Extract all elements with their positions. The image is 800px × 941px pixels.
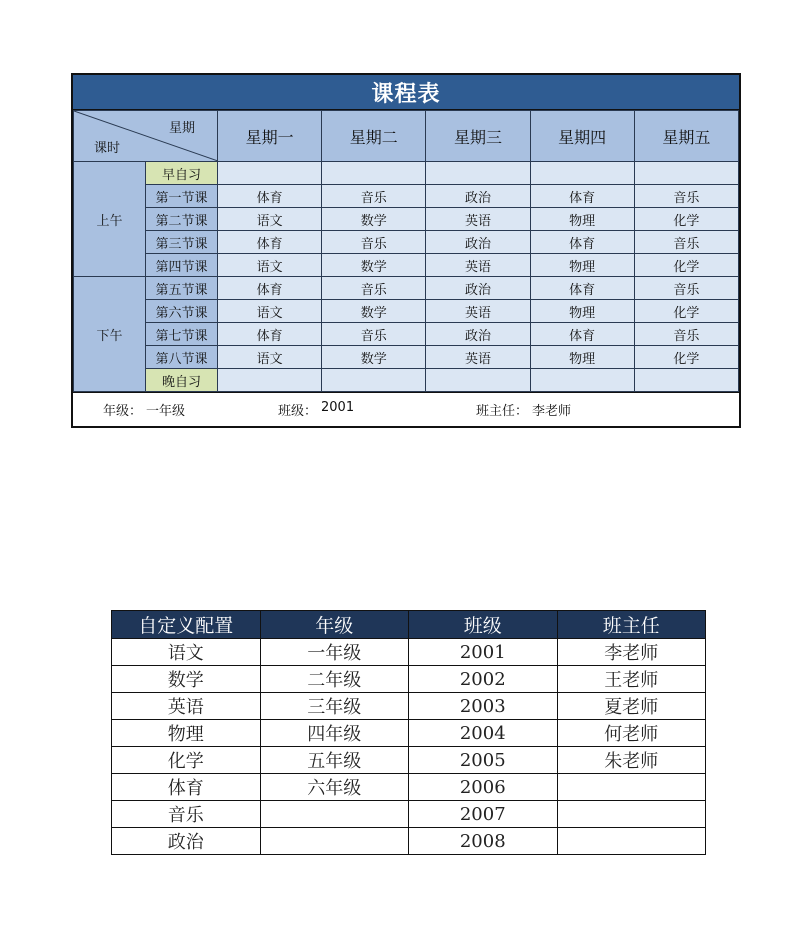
subject-cell[interactable]: 化学 xyxy=(634,254,738,277)
subject-cell[interactable]: 音乐 xyxy=(322,323,426,346)
subject-cell[interactable] xyxy=(634,162,738,185)
lesson-label: 第一节课 xyxy=(146,185,218,208)
config-cell[interactable]: 五年级 xyxy=(260,747,409,774)
config-cell[interactable]: 2005 xyxy=(409,747,558,774)
teacher-label: 班主任： xyxy=(476,404,529,419)
day-header: 星期二 xyxy=(322,111,426,162)
subject-cell[interactable] xyxy=(322,162,426,185)
subject-cell[interactable] xyxy=(218,162,322,185)
subject-cell[interactable]: 数学 xyxy=(322,254,426,277)
config-cell[interactable]: 李老师 xyxy=(557,639,706,666)
config-cell[interactable]: 朱老师 xyxy=(557,747,706,774)
subject-cell[interactable]: 数学 xyxy=(322,346,426,369)
config-cell[interactable]: 英语 xyxy=(112,693,261,720)
config-row xyxy=(112,666,706,693)
timetable-row xyxy=(74,231,739,254)
config-cell[interactable] xyxy=(260,801,409,828)
day-header: 星期五 xyxy=(634,111,738,162)
config-row xyxy=(112,774,706,801)
timetable-footer xyxy=(73,392,739,426)
timetable-header-row xyxy=(74,111,739,162)
config-header: 自定义配置 xyxy=(112,611,261,639)
config-cell[interactable]: 物理 xyxy=(112,720,261,747)
config-cell[interactable]: 语文 xyxy=(112,639,261,666)
config-cell[interactable] xyxy=(260,828,409,855)
corner-bottom-label: 课时 xyxy=(94,141,121,156)
timetable-row xyxy=(74,277,739,300)
config-cell[interactable]: 2002 xyxy=(409,666,558,693)
subject-cell[interactable] xyxy=(426,369,530,392)
subject-cell[interactable]: 语文 xyxy=(218,254,322,277)
lesson-label: 第八节课 xyxy=(146,346,218,369)
config-cell[interactable]: 王老师 xyxy=(557,666,706,693)
config-row xyxy=(112,720,706,747)
config-cell[interactable] xyxy=(557,801,706,828)
subject-cell[interactable]: 音乐 xyxy=(634,277,738,300)
subject-cell[interactable]: 英语 xyxy=(426,346,530,369)
subject-cell[interactable] xyxy=(218,369,322,392)
config-cell[interactable]: 2003 xyxy=(409,693,558,720)
subject-cell[interactable]: 政治 xyxy=(426,323,530,346)
config-cell[interactable]: 2004 xyxy=(409,720,558,747)
subject-cell[interactable]: 物理 xyxy=(530,208,634,231)
subject-cell[interactable]: 物理 xyxy=(530,346,634,369)
config-row xyxy=(112,801,706,828)
config-cell[interactable]: 2001 xyxy=(409,639,558,666)
subject-cell[interactable]: 体育 xyxy=(218,277,322,300)
subject-cell[interactable] xyxy=(426,162,530,185)
config-cell[interactable]: 二年级 xyxy=(260,666,409,693)
subject-cell[interactable]: 化学 xyxy=(634,346,738,369)
lesson-label: 第二节课 xyxy=(146,208,218,231)
period-label: 下午 xyxy=(74,277,146,392)
timetable-row xyxy=(74,369,739,392)
config-cell[interactable]: 数学 xyxy=(112,666,261,693)
subject-cell[interactable]: 体育 xyxy=(530,185,634,208)
subject-cell[interactable]: 政治 xyxy=(426,231,530,254)
config-cell[interactable]: 2006 xyxy=(409,774,558,801)
subject-cell[interactable]: 体育 xyxy=(218,185,322,208)
timetable xyxy=(71,73,741,428)
subject-cell[interactable] xyxy=(634,369,738,392)
config-header: 班级 xyxy=(409,611,558,639)
lesson-label: 晚自习 xyxy=(146,369,218,392)
class-label: 班级： xyxy=(278,404,318,419)
subject-cell[interactable]: 体育 xyxy=(218,323,322,346)
config-cell[interactable]: 四年级 xyxy=(260,720,409,747)
lesson-label: 第七节课 xyxy=(146,323,218,346)
timetable-row xyxy=(74,162,739,185)
config-row xyxy=(112,693,706,720)
subject-cell[interactable]: 音乐 xyxy=(634,323,738,346)
subject-cell[interactable]: 体育 xyxy=(530,323,634,346)
config-row xyxy=(112,639,706,666)
config-cell[interactable]: 体育 xyxy=(112,774,261,801)
config-header: 班主任 xyxy=(557,611,706,639)
lesson-label: 第六节课 xyxy=(146,300,218,323)
config-cell[interactable]: 2008 xyxy=(409,828,558,855)
lesson-label: 第三节课 xyxy=(146,231,218,254)
subject-cell[interactable]: 英语 xyxy=(426,300,530,323)
lesson-label: 第四节课 xyxy=(146,254,218,277)
config-cell[interactable]: 政治 xyxy=(112,828,261,855)
timetable-row xyxy=(74,323,739,346)
config-cell[interactable] xyxy=(557,828,706,855)
timetable-title: 课程表 xyxy=(73,75,739,110)
config-cell[interactable] xyxy=(557,774,706,801)
corner-cell xyxy=(74,111,218,162)
day-header: 星期三 xyxy=(426,111,530,162)
subject-cell[interactable]: 语文 xyxy=(218,346,322,369)
subject-cell[interactable] xyxy=(530,369,634,392)
lesson-label: 早自习 xyxy=(146,162,218,185)
timetable-grid xyxy=(73,110,739,392)
subject-cell[interactable]: 物理 xyxy=(530,254,634,277)
teacher-value: 李老师 xyxy=(532,404,572,419)
config-cell[interactable]: 三年级 xyxy=(260,693,409,720)
timetable-row xyxy=(74,300,739,323)
subject-cell[interactable]: 音乐 xyxy=(634,185,738,208)
config-header: 年级 xyxy=(260,611,409,639)
subject-cell[interactable] xyxy=(322,369,426,392)
subject-cell[interactable]: 音乐 xyxy=(322,185,426,208)
subject-cell[interactable]: 物理 xyxy=(530,300,634,323)
day-header: 星期四 xyxy=(530,111,634,162)
subject-cell[interactable]: 政治 xyxy=(426,185,530,208)
timetable-row xyxy=(74,346,739,369)
subject-cell[interactable]: 体育 xyxy=(218,231,322,254)
timetable-row xyxy=(74,254,739,277)
config-cell[interactable]: 音乐 xyxy=(112,801,261,828)
config-cell[interactable]: 六年级 xyxy=(260,774,409,801)
lesson-label: 第五节课 xyxy=(146,277,218,300)
subject-cell[interactable]: 英语 xyxy=(426,254,530,277)
period-label: 上午 xyxy=(74,162,146,277)
config-cell[interactable]: 一年级 xyxy=(260,639,409,666)
subject-cell[interactable]: 音乐 xyxy=(322,277,426,300)
config-cell[interactable]: 化学 xyxy=(112,747,261,774)
subject-cell[interactable]: 体育 xyxy=(530,277,634,300)
subject-cell[interactable]: 数学 xyxy=(322,300,426,323)
subject-cell[interactable]: 体育 xyxy=(530,231,634,254)
subject-cell[interactable]: 音乐 xyxy=(634,231,738,254)
subject-cell[interactable]: 政治 xyxy=(426,277,530,300)
config-row xyxy=(112,828,706,855)
config-cell[interactable]: 夏老师 xyxy=(557,693,706,720)
config-cell[interactable]: 何老师 xyxy=(557,720,706,747)
timetable-row xyxy=(74,185,739,208)
subject-cell[interactable]: 音乐 xyxy=(322,231,426,254)
subject-cell[interactable]: 英语 xyxy=(426,208,530,231)
day-header: 星期一 xyxy=(218,111,322,162)
corner-top-label: 星期 xyxy=(168,121,195,136)
config-table xyxy=(111,610,706,855)
subject-cell[interactable]: 语文 xyxy=(218,208,322,231)
subject-cell[interactable]: 化学 xyxy=(634,208,738,231)
subject-cell[interactable]: 语文 xyxy=(218,300,322,323)
timetable-row xyxy=(74,208,739,231)
class-info xyxy=(278,400,476,419)
subject-cell[interactable]: 化学 xyxy=(634,300,738,323)
class-value: 2001 xyxy=(321,400,355,415)
teacher-info xyxy=(476,400,571,419)
grade-info xyxy=(103,400,278,419)
config-cell[interactable]: 2007 xyxy=(409,801,558,828)
subject-cell[interactable]: 数学 xyxy=(322,208,426,231)
config-row xyxy=(112,747,706,774)
subject-cell[interactable] xyxy=(530,162,634,185)
grade-value: 一年级 xyxy=(146,404,186,419)
grade-label: 年级： xyxy=(103,404,143,419)
config-header-row xyxy=(112,611,706,639)
